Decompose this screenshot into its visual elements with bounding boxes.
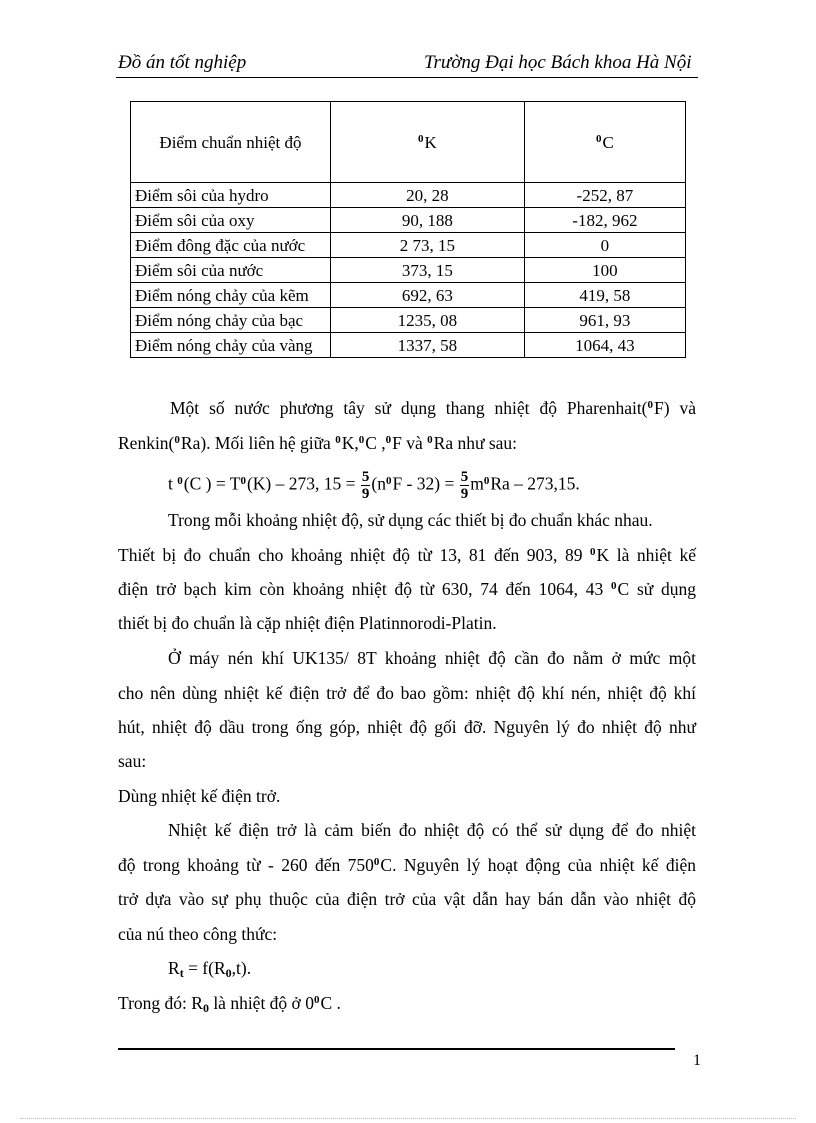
temperature-conversion-formula: t $^0$(C ) = $T^0(K) - 273$, 15 = $\frac{5}{9}$ $(n^0F - 32)$ = $\frac{5}{9}$ $m^0Ra - 273,15$. <box>168 469 580 502</box>
table-row <box>131 208 686 233</box>
table-row <box>131 233 686 258</box>
paragraph-line: Một số nước phương tây sử dụng thang nhiệt độ Pharenhait($^0$F) và <box>170 398 697 418</box>
table-row <box>131 258 686 283</box>
table-cell: 961, 93 <box>524 308 685 333</box>
table-cell: Điểm nóng chảy của kẽm <box>131 283 331 308</box>
table-cell: Điểm đông đặc của nước <box>131 233 331 258</box>
paragraph-line: sau: <box>118 751 147 771</box>
paragraph-line: cho nên dùng nhiệt kế điện trở để đo bao gồm: nhiệt độ khí nén, nhiệt độ khí <box>118 683 696 703</box>
paragraph-line: Trong mỗi khoảng nhiệt độ, sử dụng các thiết bị đo chuẩn khác nhau. <box>168 510 653 530</box>
fraction: $\frac{5}{9}$ <box>361 469 370 502</box>
table-cell: -252, 87 <box>524 183 685 208</box>
table-cell: Điểm sôi của hydro <box>131 183 331 208</box>
table-cell: 1064, 43 <box>524 333 685 358</box>
table-cell: 1235, 08 <box>330 308 524 333</box>
page-edge-divider <box>20 1118 796 1119</box>
table-cell: 90, 188 <box>330 208 524 233</box>
table-cell: 20, 28 <box>330 183 524 208</box>
page-number: 1 <box>693 1052 701 1069</box>
paragraph-line: thiết bị đo chuẩn là cặp nhiệt điện Platinnorodi-Platin. <box>118 613 497 633</box>
degree-mark: 0 <box>595 132 602 145</box>
header-university: Trường Đại học Bách khoa Hà Nội <box>424 52 692 73</box>
paragraph-line: Trong đó: $R_0$ là nhiệt độ ở $0^0C$ . <box>118 993 341 1015</box>
header-rule <box>116 77 698 78</box>
table-header-cell: $^0$K <box>330 102 524 183</box>
paragraph-line: Thiết bị đo chuẩn cho khoảng nhiệt độ từ 13, 81 đến 903, 89 $^0$K là nhiệt kế <box>118 545 696 565</box>
paragraph-line: hút, nhiệt độ dầu trong ống góp, nhiệt độ gối đỡ. Nguyên lý đo nhiệt độ như <box>118 717 696 737</box>
paragraph-line: Ở máy nén khí UK135/ 8T khoảng nhiệt độ cần đo nằm ở mức một <box>168 648 696 668</box>
degree-mark: 0 <box>417 132 424 145</box>
table-header-row <box>131 102 686 183</box>
table-cell: -182, 962 <box>524 208 685 233</box>
table-cell: Điểm nóng chảy của bạc <box>131 308 331 333</box>
header-doc-title: Đồ án tốt nghiệp <box>118 52 247 73</box>
paragraph-line: Nhiệt kế điện trở là cảm biến đo nhiệt độ có thể sử dụng để đo nhiệt <box>168 820 696 840</box>
table-cell: 2 73, 15 <box>330 233 524 258</box>
table-row <box>131 183 686 208</box>
table-cell: Điểm sôi của oxy <box>131 208 331 233</box>
paragraph-line: điện trở bạch kim còn khoảng nhiệt độ từ 630, 74 đến 1064, 43 $^0$C sử dụng <box>118 579 697 599</box>
resistance-formula: $R_t = f(R_0,t)$. <box>168 958 252 980</box>
paragraph-line: của nú theo công thức: <box>118 924 278 944</box>
fraction: $\frac{5}{9}$ <box>460 469 469 502</box>
table-row <box>131 283 686 308</box>
footer-rule <box>118 1048 675 1050</box>
paragraph-line: độ trong khoảng từ - 260 đến $750^0C$. Nguyên lý hoạt động của nhiệt kế điện <box>118 855 696 875</box>
table-cell: 0 <box>524 233 685 258</box>
table-cell: 1337, 58 <box>330 333 524 358</box>
table-cell: 419, 58 <box>524 283 685 308</box>
table-row <box>131 333 686 358</box>
table-cell: 100 <box>524 258 685 283</box>
table-row <box>131 308 686 333</box>
paragraph-line: Renkin($^0$Ra). Mối liên hệ giữa $^0$K,$^0$C ,$^0$F và $^0$Ra như sau: <box>118 433 518 453</box>
paragraph-line: Dùng nhiệt kế điện trở. <box>118 786 281 806</box>
table-header-cell: Điểm chuẩn nhiệt độ <box>131 102 331 183</box>
table-cell: Điểm sôi của nước <box>131 258 331 283</box>
table-cell: Điểm nóng chảy của vàng <box>131 333 331 358</box>
table-cell: 373, 15 <box>330 258 524 283</box>
temperature-reference-table <box>130 101 686 358</box>
paragraph-line: trở dựa vào sự phụ thuộc của điện trở của vật dẫn hay bán dẫn vào nhiệt độ <box>118 889 696 909</box>
table-cell: 692, 63 <box>330 283 524 308</box>
table-header-cell: $^0$C <box>524 102 685 183</box>
